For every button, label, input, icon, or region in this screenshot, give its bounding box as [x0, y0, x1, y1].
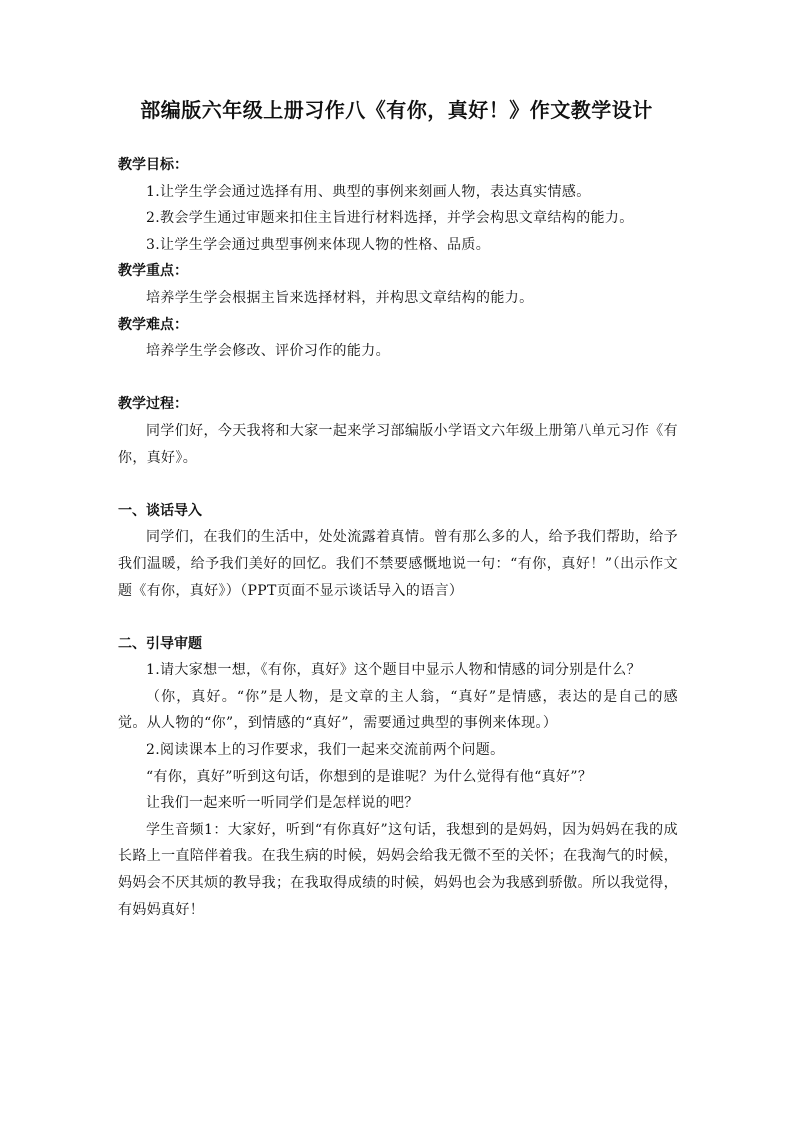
- objective-item-3: 3.让学生学会通过典型事例来体现人物的性格、品质。: [146, 236, 491, 253]
- section2-heading: 二、引导审题: [118, 635, 202, 652]
- section1-heading: 一、谈话导入: [118, 502, 202, 519]
- process-text: 同学们好，今天我将和大家一起来学习部编版小学语文六年级上册第八单元习作《有你，真好》。: [118, 422, 678, 466]
- difficulties-heading: 教学难点：: [118, 316, 188, 333]
- spacer: [118, 365, 678, 392]
- key-points-heading: 教学重点：: [118, 263, 188, 280]
- objective-item-1: 1.让学生学会通过选择有用、典型的事例来刻画人物，表达真实情感。: [146, 183, 591, 200]
- section2-paragraph-5: 让我们一起来听一听同学们是怎样说的吧？: [146, 795, 419, 812]
- document-title: 部编版六年级上册习作八《有你，真好！》作文教学设计: [140, 98, 653, 122]
- section2-paragraph-3: 2.阅读课本上的习作要求，我们一起来交流前两个问题。: [146, 742, 505, 759]
- section2-paragraph-1: 1.请大家想一想，《有你，真好》这个题目中显示人物和情感的词分别是什么？: [146, 662, 641, 679]
- difficulties-text: 培养学生学会修改、评价习作的能力。: [146, 343, 390, 360]
- spacer: [118, 604, 678, 631]
- section1-text: 同学们，在我们的生活中，处处流露着真情。曾有那么多的人，给予我们帮助，给予我们温暖，给予我们美好的回忆。我们不禁要感慨地说一句：“有你，真好！”（出示作文题《有你，真好》）（PPT页面不显示谈话导入的语言）: [118, 529, 678, 599]
- process-heading: 教学过程：: [118, 396, 188, 413]
- section2-paragraph-6: 学生音频1：大家好，听到“有你真好”这句话，我想到的是妈妈，因为妈妈在我的成长路上一直陪伴着我。在我生病的时候，妈妈会给我无微不至的关怀；在我淘气的时候，妈妈会不厌其烦的教导我；在我取得成绩的时候，妈妈也会为我感到骄傲。所以我觉得，有妈妈真好！: [118, 821, 678, 918]
- section2-paragraph-4: “有你，真好”听到这句话，你想到的是谁呢？为什么觉得有他“真好”？: [146, 768, 593, 785]
- objective-item-2: 2.教会学生通过审题来扣住主旨进行材料选择，并学会构思文章结构的能力。: [146, 210, 634, 227]
- spacer: [118, 471, 678, 498]
- document-body: [118, 152, 678, 923]
- section2-paragraph-2: （你，真好。“你”是人物，是文章的主人翁，“真好”是情感，表达的是自己的感觉。从人物的“你”，到情感的“真好”，需要通过典型的事例来体现。）: [118, 688, 678, 732]
- objectives-heading: 教学目标：: [118, 157, 188, 173]
- key-points-text: 培养学生学会根据主旨来选择材料，并构思文章结构的能力。: [146, 289, 534, 306]
